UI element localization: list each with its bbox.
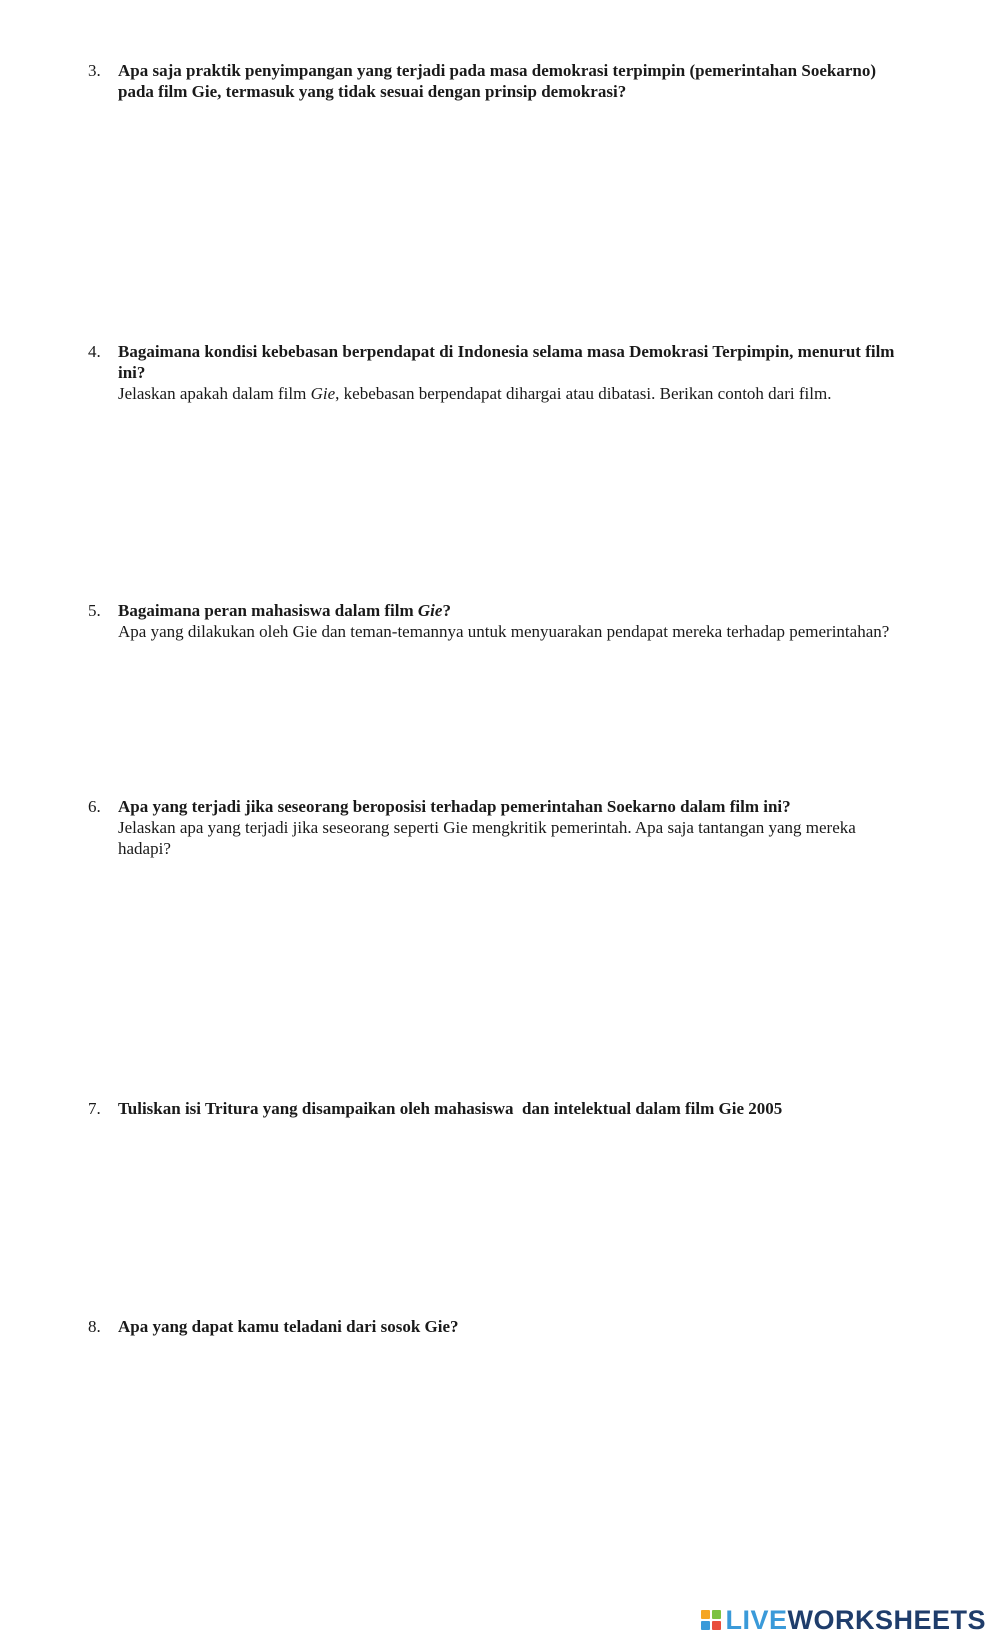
logo-blocks-icon <box>701 1610 721 1630</box>
question-3 <box>88 60 948 102</box>
logo-block <box>712 1610 721 1619</box>
question-text-line: Tuliskan isi Tritura yang disampaikan oleh mahasiswa dan intelektual dalam film Gie 2005 <box>118 1099 783 1118</box>
answer-area-5[interactable] <box>118 646 948 786</box>
answer-area-4[interactable] <box>118 408 948 588</box>
logo-block <box>701 1621 710 1630</box>
answer-area-7[interactable] <box>118 1124 948 1304</box>
question-text-line: ini? <box>118 363 146 382</box>
answer-area-3[interactable] <box>118 106 948 331</box>
film-title-italic: Gie <box>310 384 336 403</box>
question-text-line: pada film Gie, termasuk yang tidak sesuai dengan prinsip demokrasi? <box>118 82 627 101</box>
question-text-line: Bagaimana peran mahasiswa dalam film Gie? <box>118 601 451 620</box>
question-subtext-line: hadapi? <box>118 839 171 858</box>
liveworksheets-logo <box>701 1605 986 1635</box>
question-subtext: Apa yang dilakukan oleh Gie dan teman-temannya untuk menyuarakan pendapat mereka terhadap pemerintahan? <box>118 622 890 641</box>
question-number: 4. <box>88 342 101 361</box>
question-text-line: Apa yang dapat kamu teladani dari sosok Gie? <box>118 1317 459 1336</box>
question-4 <box>88 341 948 404</box>
question-subtext-line: Jelaskan apa yang terjadi jika seseorang seperti Gie mengkritik pemerintah. Apa saja tantangan yang mereka <box>118 818 856 837</box>
logo-block <box>701 1610 710 1619</box>
question-6 <box>88 796 948 859</box>
answer-area-6[interactable] <box>118 864 948 1089</box>
question-number: 8. <box>88 1317 101 1336</box>
question-8 <box>88 1316 948 1337</box>
answer-area-8[interactable] <box>118 1342 948 1572</box>
question-subtext: Jelaskan apakah dalam film Gie, kebebasan berpendapat dihargai atau dibatasi. Berikan contoh dari film. <box>118 384 832 403</box>
question-text-line: Apa yang terjadi jika seseorang beroposisi terhadap pemerintahan Soekarno dalam film ini? <box>118 797 791 816</box>
question-text-line: Apa saja praktik penyimpangan yang terjadi pada masa demokrasi terpimpin (pemerintahan Soekarno) <box>118 61 876 80</box>
question-number: 7. <box>88 1099 101 1118</box>
question-7 <box>88 1098 948 1119</box>
question-text-line: Bagaimana kondisi kebebasan berpendapat di Indonesia selama masa Demokrasi Terpimpin, menurut film <box>118 342 895 361</box>
logo-block <box>712 1621 721 1630</box>
question-number: 5. <box>88 601 101 620</box>
film-title-italic: Gie <box>417 601 443 620</box>
question-5 <box>88 600 948 642</box>
question-number: 3. <box>88 61 101 80</box>
logo-text: LIVEWORKSHEETS <box>725 1604 986 1635</box>
question-number: 6. <box>88 797 101 816</box>
